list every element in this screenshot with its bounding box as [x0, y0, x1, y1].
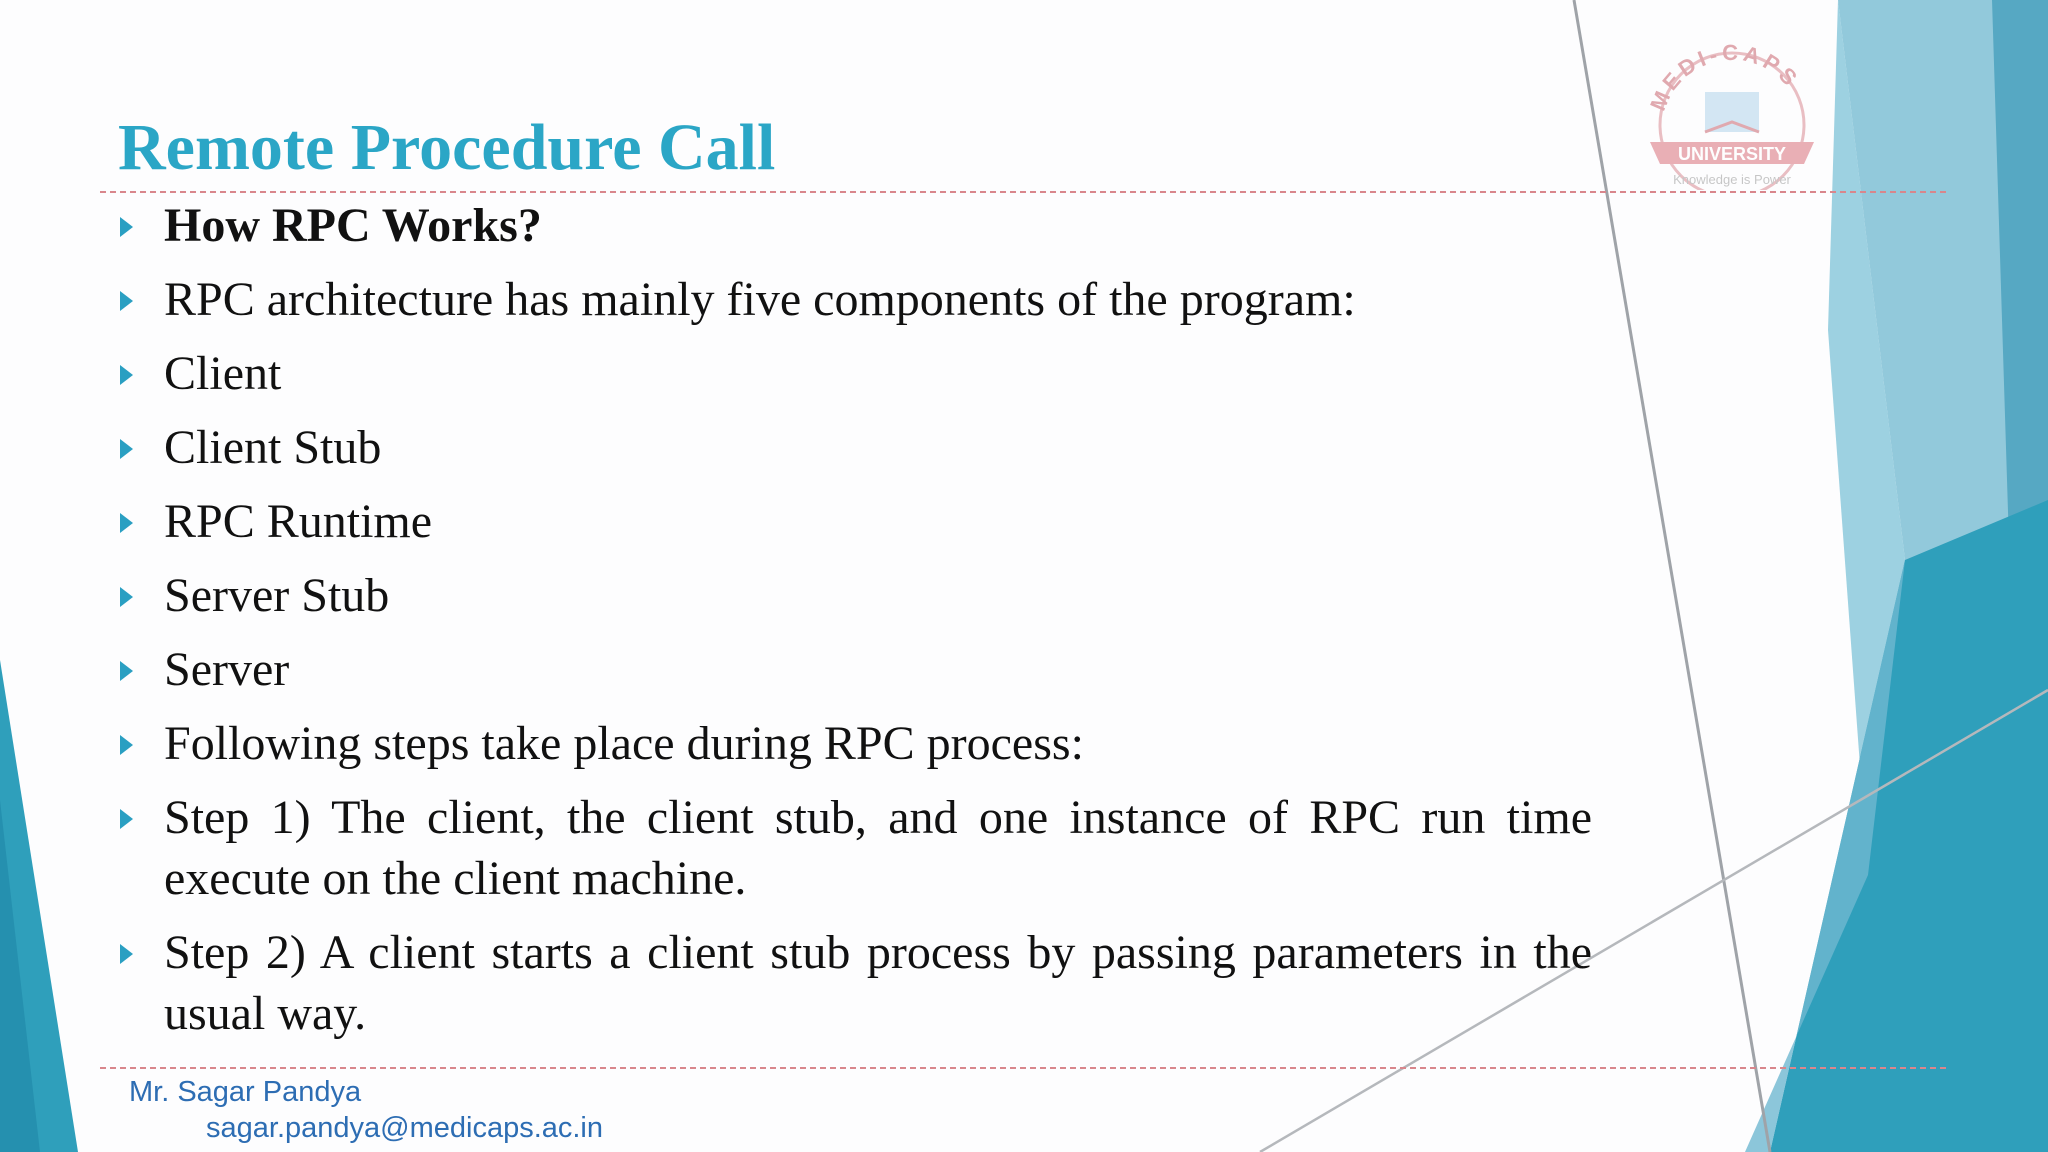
bullet-item — [112, 269, 1592, 330]
bullet-item — [112, 787, 1592, 909]
triangle-bullet-icon — [120, 587, 133, 607]
bullet-item — [112, 195, 1592, 256]
logo-tagline: Knowledge is Power — [1673, 172, 1791, 187]
triangle-bullet-icon — [120, 809, 133, 829]
triangle-bullet-icon — [120, 661, 133, 681]
bullet-text: RPC Runtime — [164, 495, 433, 548]
bullet-text: Step 2) A client starts a client stub process by passing parameters in the usual way. — [164, 926, 1592, 1040]
triangle-bullet-icon — [120, 439, 133, 459]
bullet-item — [112, 922, 1592, 1044]
bullet-item — [112, 417, 1592, 478]
bullet-text: Server Stub — [164, 569, 390, 622]
triangle-bullet-icon — [120, 365, 133, 385]
bullet-item — [112, 343, 1592, 404]
university-logo — [1620, 30, 1840, 190]
logo-ribbon-text: UNIVERSITY — [1677, 144, 1787, 164]
bullet-text: RPC architecture has mainly five components of the program: — [164, 273, 1356, 326]
triangle-bullet-icon — [120, 735, 133, 755]
footer-author-email: sagar.pandya@medicaps.ac.in — [206, 1112, 604, 1144]
bullet-item — [112, 491, 1592, 552]
triangle-bullet-icon — [120, 291, 133, 311]
triangle-bullet-icon — [120, 944, 133, 964]
slide-title: Remote Procedure Call — [118, 111, 776, 184]
bullet-text: Step 1) The client, the client stub, and one instance of RPC run time execute on the client machine. — [164, 791, 1592, 905]
bullet-item — [112, 565, 1592, 626]
footer-author-name: Mr. Sagar Pandya — [129, 1076, 362, 1108]
footer-divider — [100, 1067, 1946, 1069]
triangle-bullet-icon — [120, 217, 133, 237]
bullet-list — [112, 195, 1592, 1057]
title-divider — [100, 191, 1946, 193]
bullet-text: How RPC Works? — [164, 199, 542, 252]
bullet-text: Client Stub — [164, 421, 382, 474]
bullet-text: Client — [164, 347, 282, 400]
triangle-bullet-icon — [120, 513, 133, 533]
bullet-item — [112, 639, 1592, 700]
bullet-item — [112, 713, 1592, 774]
bullet-text: Following steps take place during RPC process: — [164, 717, 1084, 770]
logo-arc-text: MEDI-CAPS — [1645, 40, 1805, 115]
bullet-text: Server — [164, 643, 290, 696]
